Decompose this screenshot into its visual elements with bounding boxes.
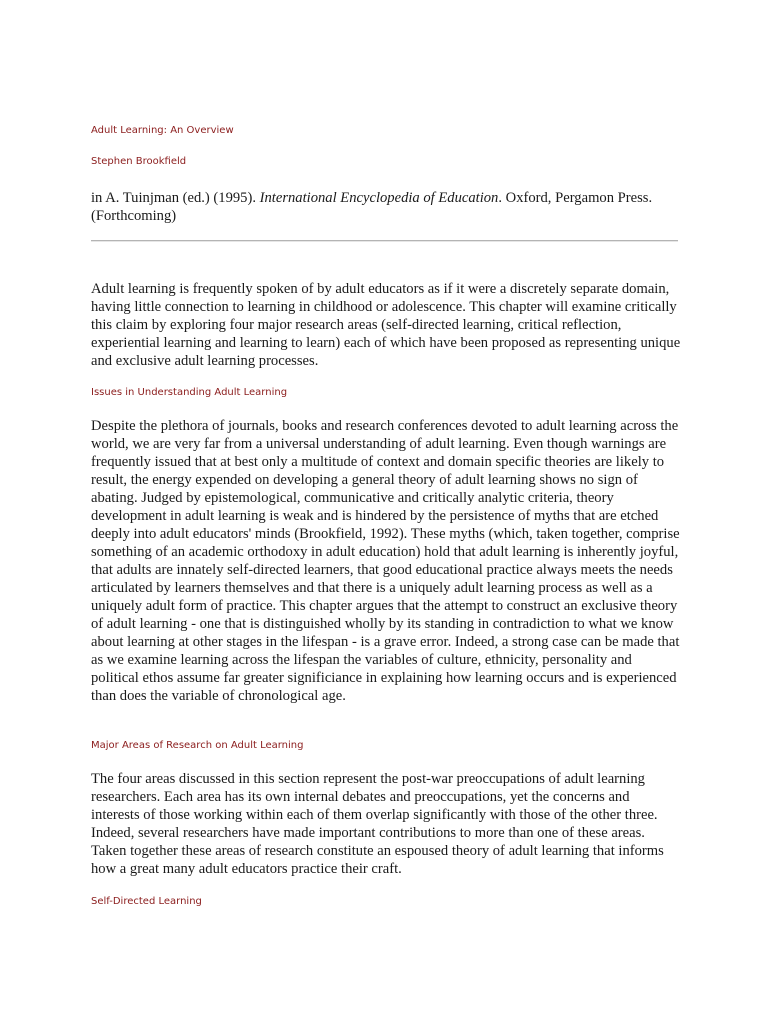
section-paragraph-major-areas: The four areas discussed in this section represent the post-war preoccupations of adult learning researchers. Each area has its own internal debates and preoccupations, yet the concerns and interests of those working within each of them overlap significantly with those of the other three. Indeed, several researchers have made important contributions to more than one of these areas. Taken together these areas of research constitute an espoused theory of adult learning that informs how a great many adult educators practice their craft. — [91, 771, 664, 877]
document-title: Adult Learning: An Overview — [91, 125, 234, 136]
document-author: Stephen Brookfield — [91, 156, 187, 167]
citation-prefix: in A. Tuinjman (ed.) (1995). — [91, 190, 260, 206]
section-heading-self-directed: Self-Directed Learning — [91, 896, 202, 907]
section-heading-major-areas: Major Areas of Research on Adult Learning — [91, 740, 304, 751]
section-heading-issues: Issues in Understanding Adult Learning — [91, 387, 288, 398]
horizontal-rule — [91, 240, 678, 242]
citation-suffix: . Oxford, Pergamon Press. (Forthcoming) — [91, 190, 653, 224]
intro-paragraph: Adult learning is frequently spoken of by adult educators as if it were a discretely separate domain, having little connection to learning in childhood or adolescence. This chapter will examine critically this claim by exploring four major research areas (self-directed learning, critical reflection, experiential learning and learning to learn) each of which have been proposed as representing unique and exclusive adult learning processes. — [91, 281, 681, 369]
citation — [91, 189, 681, 225]
citation-work: International Encyclopedia of Education — [259, 190, 499, 206]
section-paragraph-issues: Despite the plethora of journals, books and research conferences devoted to adult learning across the world, we are very far from a universal understanding of adult learning. Even though warnings are frequently issued that at best only a multitude of context and domain specific theories are likely to result, the energy expended on developing a general theory of adult learning shows no sign of abating. Judged by epistemological, communicative and critically analytic criteria, theory development in adult learning is weak and is hindered by the persistence of myths that are etched deeply into adult educators' minds (Brookfield, 1992). These myths (which, taken together, comprise something of an academic orthodoxy in adult education) hold that adult learning is inherently joyful, that adults are innately self-directed learners, that good educational practice always meets the needs articulated by learners themselves and that there is a uniquely adult learning process as well as a uniquely adult form of practice. This chapter argues that the attempt to construct an exclusive theory of adult learning - one that is distinguished wholly by its standing in contradiction to what we know about learning at other stages in the lifespan - is a grave error. Indeed, a strong case can be made that as we examine learning across the lifespan the variables of culture, ethnicity, personality and political ethos assume far greater significiance in explaining how learning occurs and is experienced than does the variable of chronological age. — [91, 418, 680, 704]
